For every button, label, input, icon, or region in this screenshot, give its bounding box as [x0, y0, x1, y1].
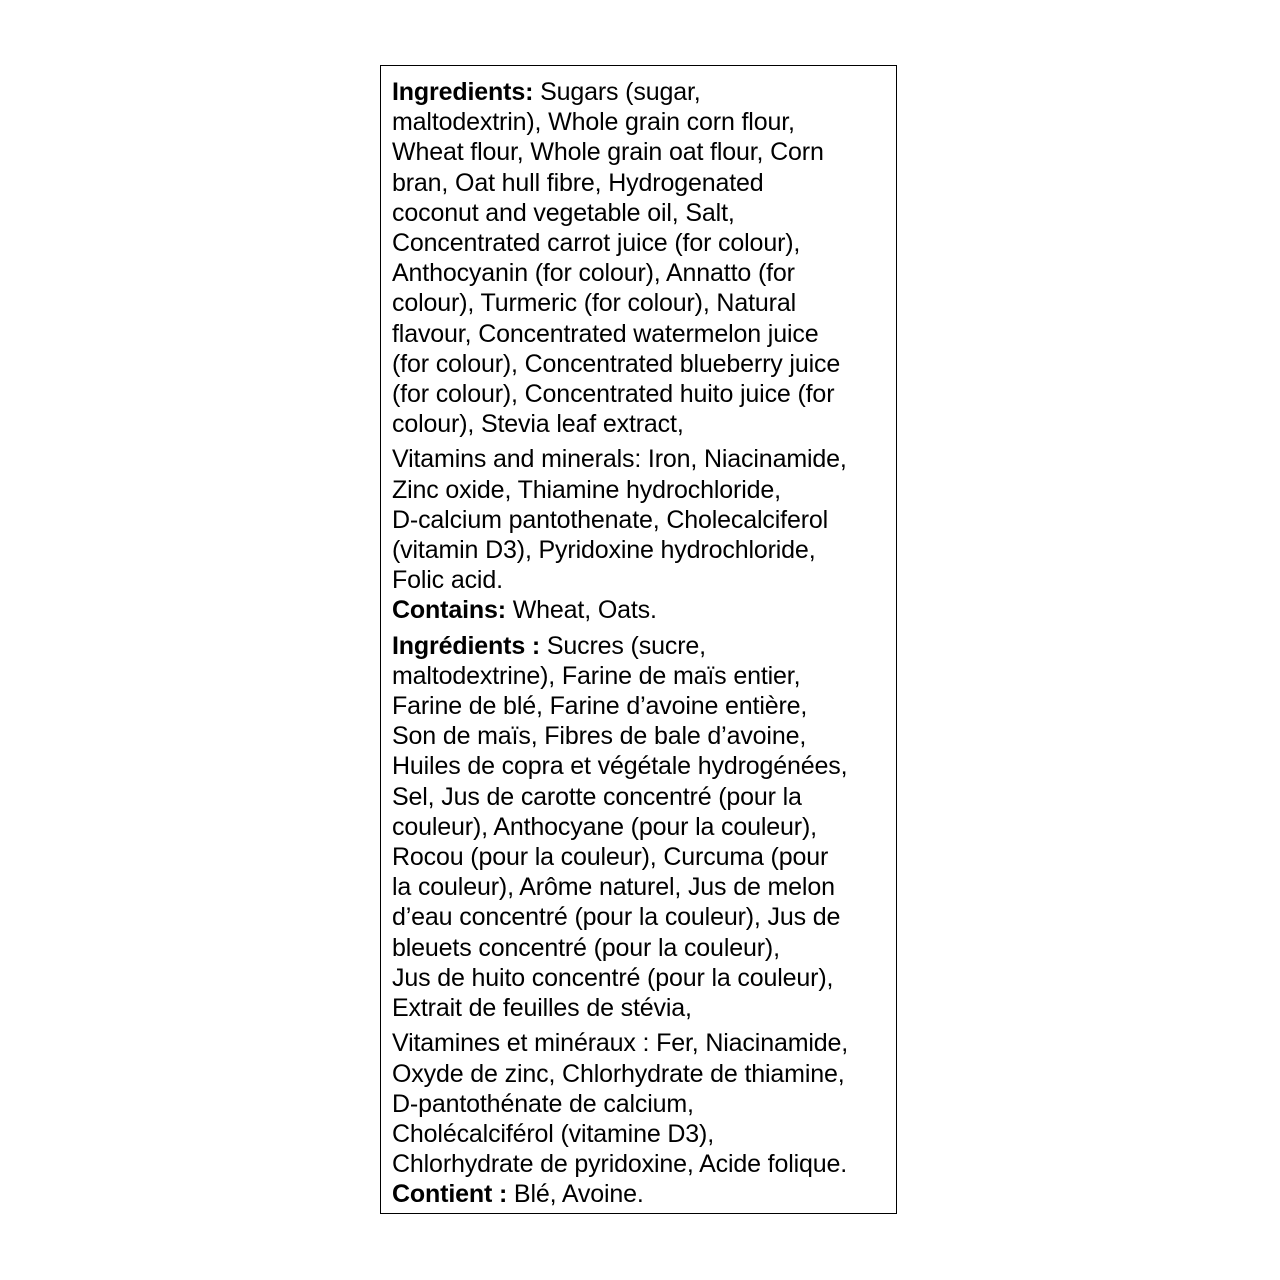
french-vitamins-paragraph: Vitamines et minéraux : Fer, Niacinamide, Oxyde de zinc, Chlorhydrate de thiamine, D-pantothénate de calcium, Cholécalciférol (vitamine D3), Chlorhydrate de pyridoxine, Acide folique.: [392, 1029, 849, 1179]
french-ingredients-heading: Ingrédients :: [392, 631, 541, 660]
french-contains-list: Blé, Avoine.: [507, 1180, 644, 1209]
english-contains-list: Wheat, Oats.: [505, 596, 657, 625]
english-contains-paragraph: [392, 595, 886, 625]
french-ingredients-paragraph: [392, 631, 886, 1024]
french-contains-paragraph: [392, 1179, 886, 1209]
ingredients-label-panel: [380, 65, 897, 1214]
english-ingredients-heading: Ingredients:: [392, 78, 534, 106]
english-contains-heading: Contains:: [392, 596, 506, 625]
english-ingredients-list: Sugars (sugar, maltodextrin), Whole grain corn flour, Wheat flour, Whole grain oat flour, Corn bran, Oat hull fibre, Hydrogenated coconut and vegetable oil, Salt, Concentrated carrot juice (for colour), Anthocyanin (for colour), Annatto (for colour), Turmeric (for colour), Natural flavour, Concentrated watermelon juice (for colour), Concentrated blueberry juice (for colour), Concentrated huito juice (for colour), Stevia leaf extract,: [392, 78, 841, 439]
english-vitamins-paragraph: Vitamins and minerals: Iron, Niacinamide, Zinc oxide, Thiamine hydrochloride, D-calcium pantothenate, Cholecalciferol (vitamin D3), Pyridoxine hydrochloride, Folic acid.: [392, 445, 847, 595]
french-contains-heading: Contient :: [392, 1180, 508, 1209]
english-ingredients-paragraph: [392, 77, 886, 439]
french-ingredients-list: Sucres (sucre, maltodextrine), Farine de maïs entier, Farine de blé, Farine d’avoine entière, Son de maïs, Fibres de bale d’avoine, Huiles de copra et végétale hydrogénées, Sel, Jus de carotte concentré (pour la couleur), Anthocyane (pour la couleur), Rocou (pour la couleur), Curcuma (pour la couleur), Arôme naturel, Jus de melon d’eau concentré (pour la couleur), Jus de bleuets concentré (pour la couleur), Jus de huito concentré (pour la couleur), Extrait de feuilles de stévia,: [392, 631, 848, 1023]
